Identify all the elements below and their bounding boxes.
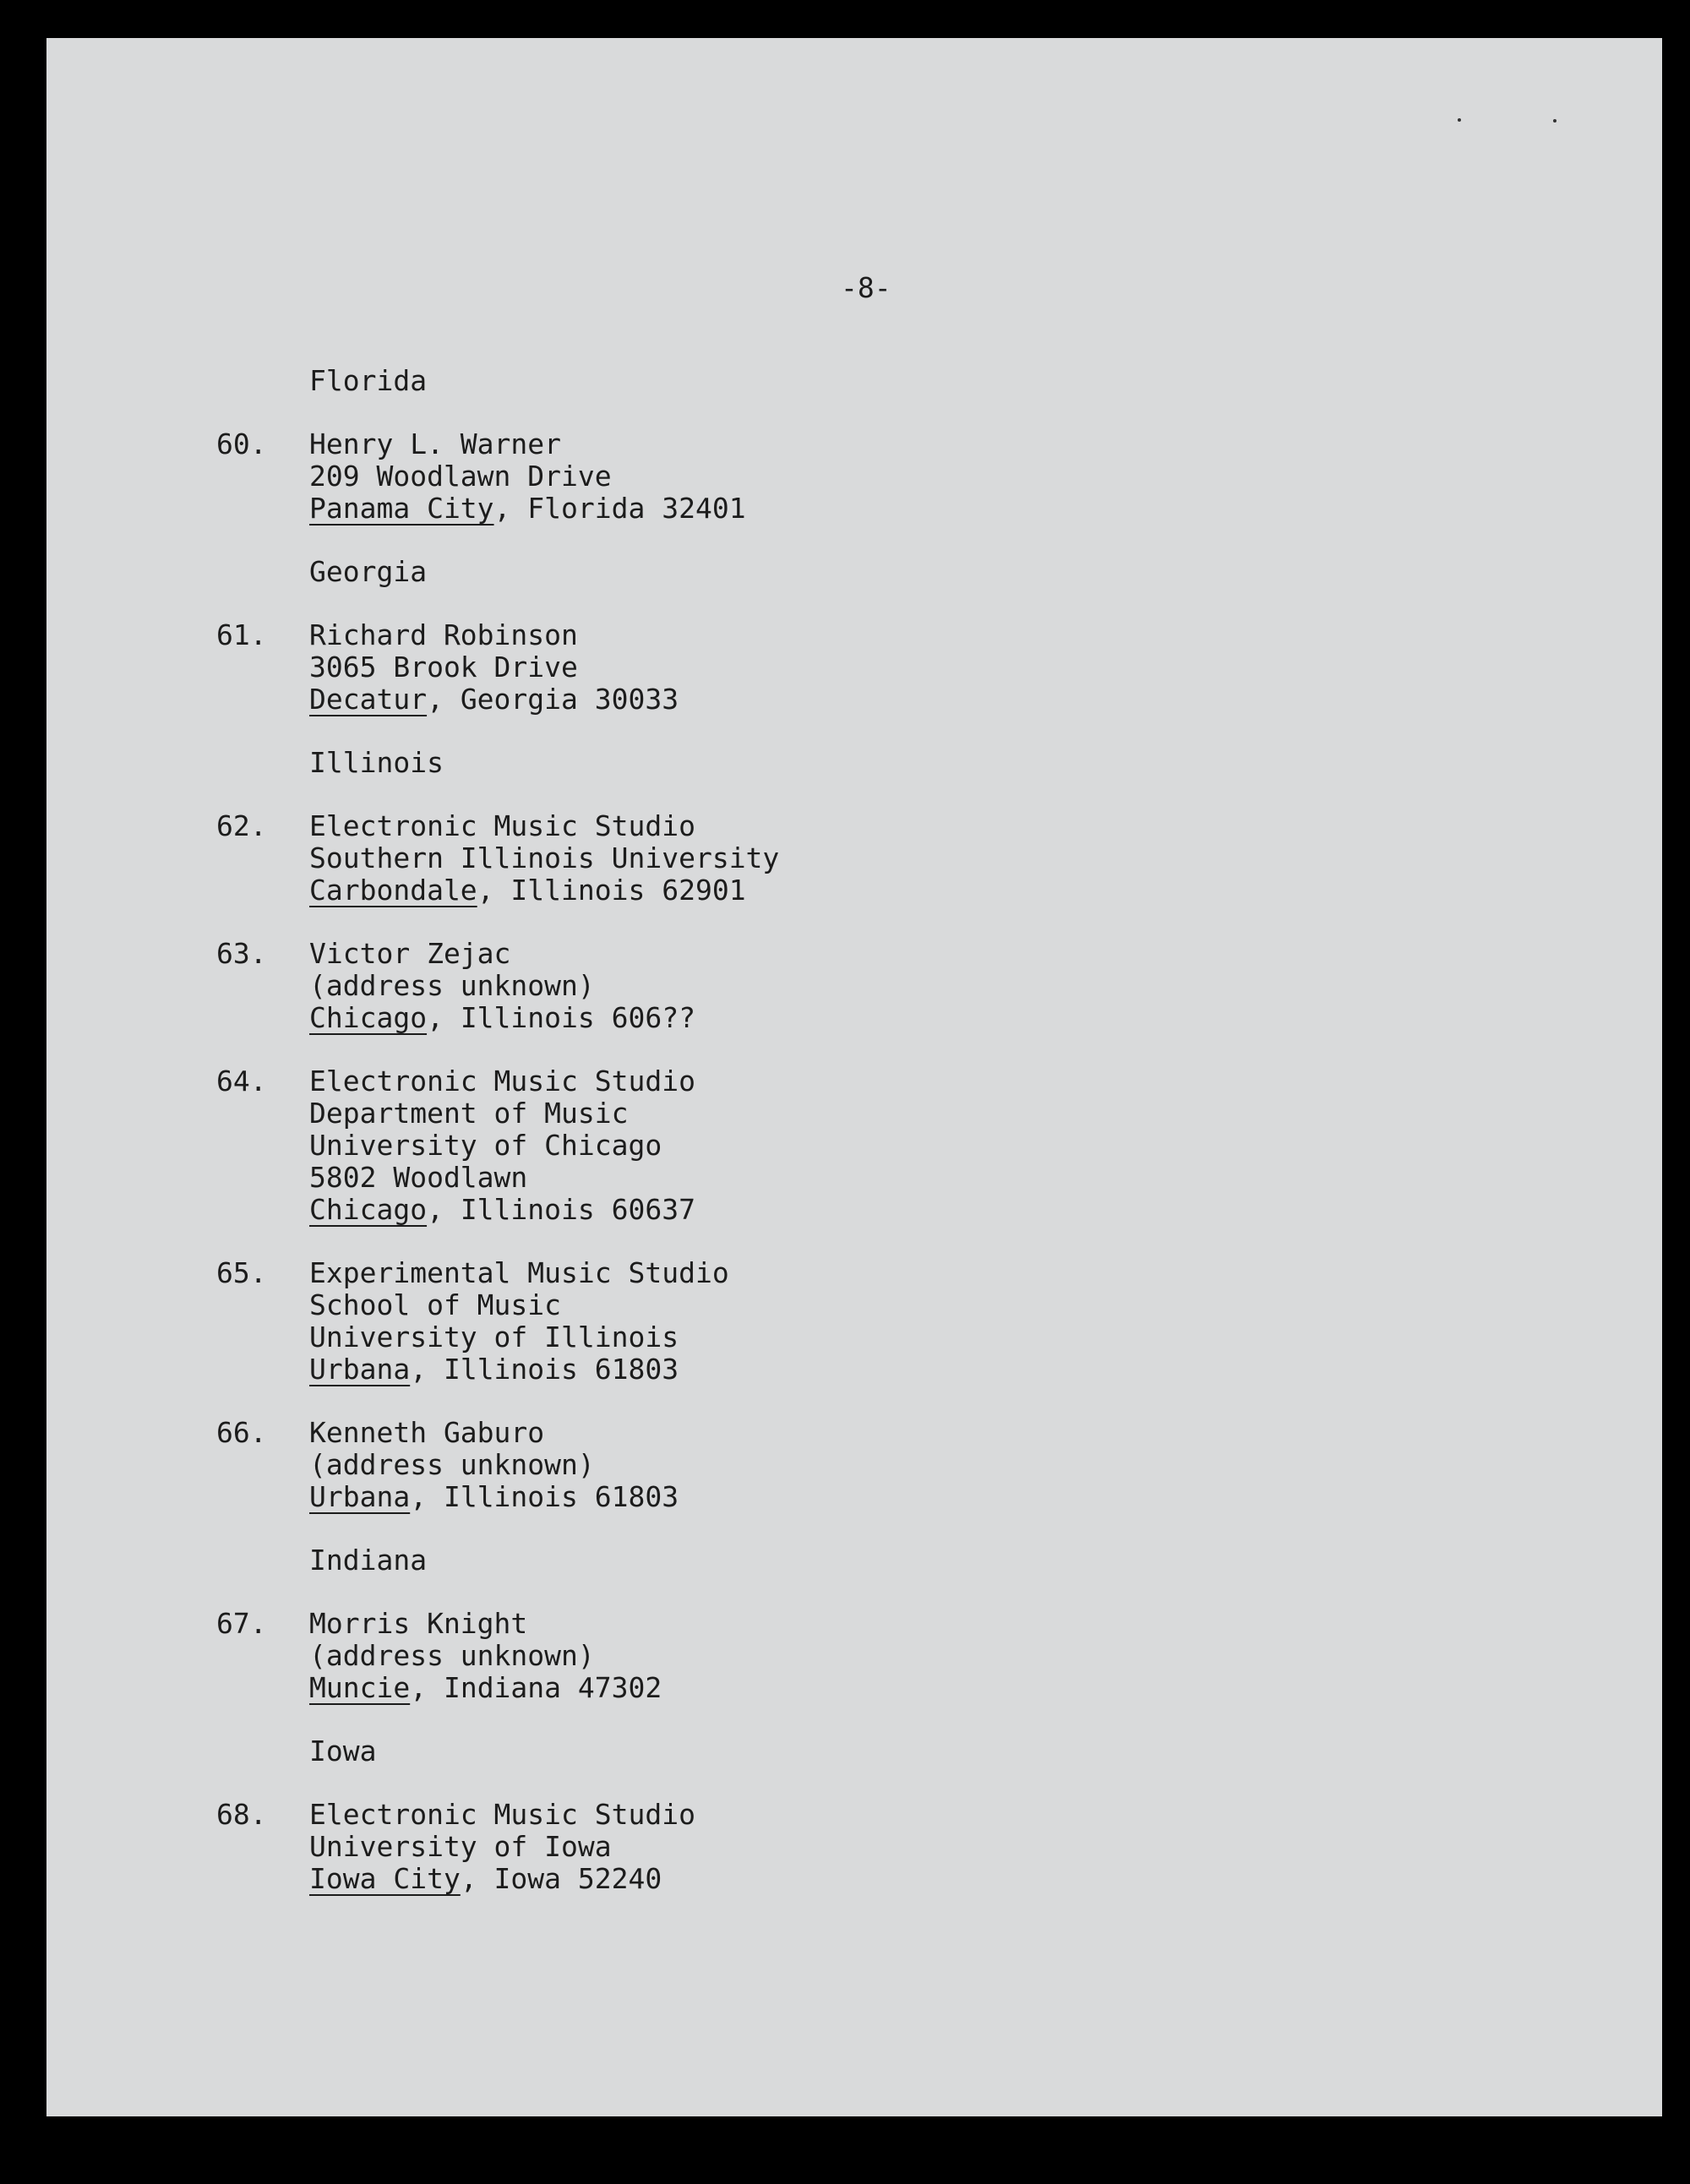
address-line: (address unknown) [309, 1639, 595, 1672]
state-heading: Illinois [309, 746, 444, 779]
address-entry [0, 619, 1606, 716]
address-line: (address unknown) [309, 1448, 595, 1481]
city-state-line [309, 874, 1606, 907]
address-lines [309, 428, 1606, 525]
address-entry [0, 810, 1606, 907]
paper-speck [1458, 118, 1461, 122]
entry-number: 62. [216, 809, 267, 842]
address-list [0, 365, 1606, 1926]
city-name: Muncie [309, 1671, 411, 1704]
entry-number: 61. [216, 618, 267, 651]
city-state-line [309, 1194, 1606, 1226]
state-heading: Florida [309, 364, 428, 397]
address-line: 5802 Woodlawn [309, 1161, 528, 1194]
entry-number: 66. [216, 1416, 267, 1449]
city-state-line [309, 1002, 1606, 1034]
address-lines [309, 938, 1606, 1034]
address-entry [0, 1608, 1606, 1704]
address-lines [309, 810, 1606, 907]
address-line: Henry L. Warner [309, 428, 562, 460]
state-zip: , Illinois 62901 [477, 874, 746, 907]
city-state-line [309, 684, 1606, 716]
state-zip: , Illinois 60637 [427, 1193, 695, 1226]
city-state-line [309, 1481, 1606, 1513]
state-heading: Georgia [309, 555, 428, 588]
state-zip: , Illinois 61803 [410, 1480, 679, 1513]
address-entry [0, 1065, 1606, 1226]
address-lines [309, 1799, 1606, 1895]
address-line: Electronic Music Studio [309, 1065, 695, 1097]
city-state-line [309, 1353, 1606, 1386]
state-zip: , Georgia 30033 [427, 683, 679, 716]
address-entry [0, 1257, 1606, 1386]
address-lines [309, 619, 1606, 716]
address-line: Experimental Music Studio [309, 1256, 729, 1289]
address-entry [0, 938, 1606, 1034]
address-line: Morris Knight [309, 1607, 528, 1640]
address-line: 3065 Brook Drive [309, 651, 578, 684]
city-name: Iowa City [309, 1862, 461, 1895]
address-lines [309, 1608, 1606, 1704]
address-line: University of Chicago [309, 1129, 662, 1162]
entry-number: 67. [216, 1607, 267, 1640]
address-line: University of Iowa [309, 1830, 612, 1863]
page-number: -8- [841, 271, 891, 304]
address-line: Electronic Music Studio [309, 809, 695, 842]
state-heading: Iowa [309, 1735, 377, 1767]
city-name: Decatur [309, 683, 428, 716]
state-heading: Indiana [309, 1544, 428, 1577]
paper-speck [1553, 119, 1556, 123]
address-line: Department of Music [309, 1097, 629, 1130]
state-zip: , Illinois 61803 [410, 1353, 679, 1386]
address-entry [0, 428, 1606, 525]
state-zip: , Illinois 606?? [427, 1001, 695, 1034]
address-lines [309, 1257, 1606, 1386]
entry-number: 68. [216, 1798, 267, 1831]
city-name: Carbondale [309, 874, 477, 907]
address-line: Electronic Music Studio [309, 1798, 695, 1831]
address-line: University of Illinois [309, 1321, 679, 1353]
address-line: Victor Zejac [309, 937, 511, 970]
address-line: Richard Robinson [309, 618, 578, 651]
state-zip: , Indiana 47302 [410, 1671, 662, 1704]
address-entry [0, 1417, 1606, 1513]
city-name: Panama City [309, 492, 494, 525]
city-state-line [309, 1672, 1606, 1704]
city-name: Chicago [309, 1193, 428, 1226]
address-line: Southern Illinois University [309, 841, 780, 874]
entry-number: 63. [216, 937, 267, 970]
city-name: Urbana [309, 1353, 411, 1386]
address-lines [309, 1065, 1606, 1226]
entry-number: 65. [216, 1256, 267, 1289]
entry-number: 60. [216, 428, 267, 460]
address-line: (address unknown) [309, 969, 595, 1002]
address-line: Kenneth Gaburo [309, 1416, 545, 1449]
address-line: School of Music [309, 1288, 562, 1321]
city-name: Chicago [309, 1001, 428, 1034]
state-zip: , Florida 32401 [493, 492, 746, 525]
address-lines [309, 1417, 1606, 1513]
entry-number: 64. [216, 1065, 267, 1097]
city-name: Urbana [309, 1480, 411, 1513]
state-zip: , Iowa 52240 [460, 1862, 662, 1895]
city-state-line [309, 1863, 1606, 1895]
address-entry [0, 1799, 1606, 1895]
city-state-line [309, 493, 1606, 525]
address-line: 209 Woodlawn Drive [309, 460, 612, 493]
